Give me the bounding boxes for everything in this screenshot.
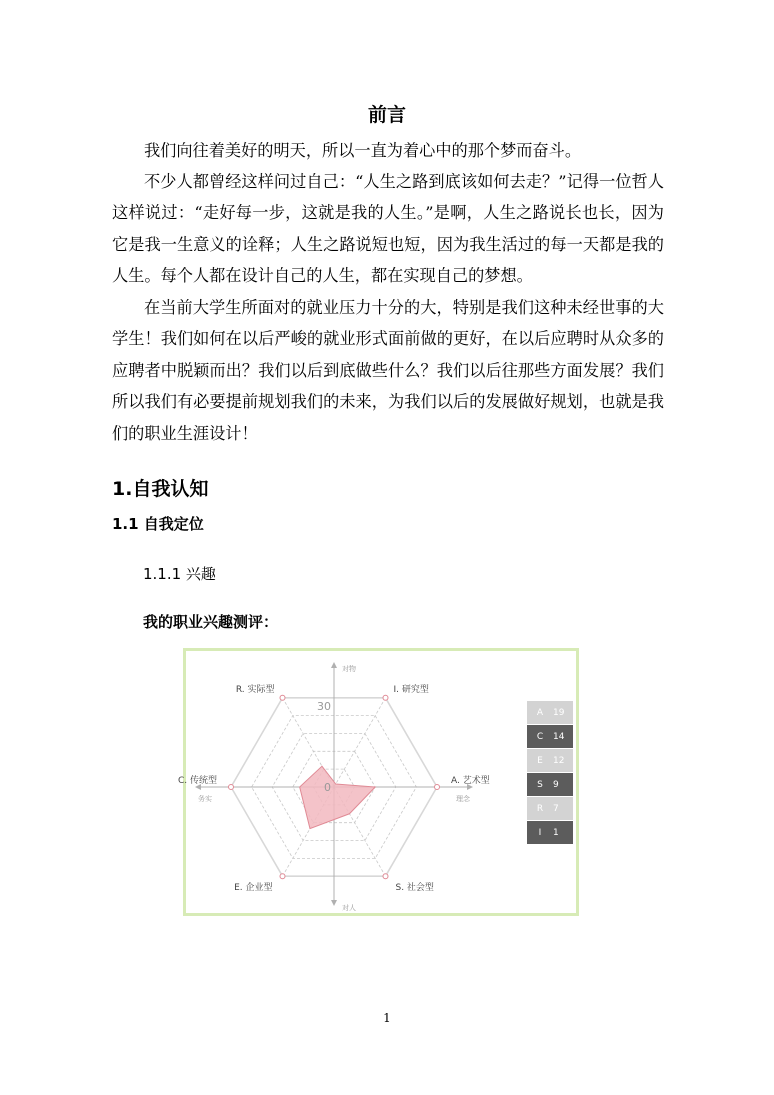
score-legend bbox=[527, 701, 573, 845]
figure-caption: 我的职业兴趣测评： bbox=[143, 613, 279, 631]
legend-row-c bbox=[527, 725, 573, 748]
radar-chart bbox=[177, 651, 576, 913]
interest-radar-figure bbox=[177, 648, 579, 916]
heading-interest: 1.1.1 兴趣 bbox=[143, 565, 216, 583]
legend-code: C bbox=[536, 731, 544, 742]
legend-value: 1 bbox=[553, 827, 559, 838]
paragraph-1: 我们向往着美好的明天，所以一直为着心中的那个梦而奋斗。 bbox=[144, 141, 582, 160]
heading-self-awareness: 1.自我认知 bbox=[112, 478, 209, 500]
vertex-dot-4 bbox=[229, 785, 234, 790]
data-area bbox=[300, 766, 376, 828]
legend-row-s bbox=[527, 773, 573, 796]
axis-label-0: I. 研究型 bbox=[393, 684, 429, 695]
legend-value: 19 bbox=[553, 707, 565, 718]
tick-label-0: 0 bbox=[324, 781, 331, 794]
legend-value: 7 bbox=[553, 803, 559, 814]
axis-label-4: C. 传统型 bbox=[177, 776, 217, 786]
axis-label-1: A. 艺术型 bbox=[451, 776, 490, 786]
paragraph-2: 不少人都曾经这样问过自己：“人生之路到底该如何去走？”记得一位哲人这样说过：“走好每一步，这就是我的人生。”是啊，人生之路说长也长，因为它是我一生意义的诠释；人生之路说短也短，因为我生活过的每一天都是我的人生。每个人都在设计自己的人生，都在实现自己的梦想。 bbox=[112, 172, 664, 286]
axis-annotation-bottom: 对人 bbox=[342, 904, 356, 912]
legend-value: 9 bbox=[553, 779, 559, 790]
legend-row-r bbox=[527, 797, 573, 820]
vertex-dot-0 bbox=[383, 695, 388, 700]
paragraph-3: 在当前大学生所面对的就业压力十分的大，特别是我们这种未经世事的大学生！我们如何在以后严峻的就业形式面前做的更好，在以后应聘时从众多的应聘者中脱颖而出？我们以后到底做些什么？我们以后往那些方面发展？我们所以我们有必要提前规划我们的未来，为我们以后的发展做好规划，也就是我们的职业生涯设计！ bbox=[112, 298, 664, 443]
page-title: 前言 bbox=[367, 104, 406, 126]
axis-label-2: S. 社会型 bbox=[395, 883, 434, 894]
vertex-dot-3 bbox=[280, 874, 285, 879]
legend-row-e bbox=[527, 749, 573, 772]
axis-label-3: E. 企业型 bbox=[234, 883, 273, 894]
page-number: 1 bbox=[383, 1011, 391, 1025]
axis-annotation-top: 对物 bbox=[342, 665, 356, 673]
legend-code: S bbox=[537, 779, 543, 790]
legend-code: R bbox=[536, 803, 544, 814]
axis-annotation-right: 理念 bbox=[456, 795, 470, 803]
legend-code: I bbox=[538, 827, 542, 838]
legend-row-a bbox=[527, 701, 573, 724]
spoke-0 bbox=[334, 698, 386, 787]
vertex-dot-1 bbox=[435, 785, 440, 790]
axis-label-5: R. 实际型 bbox=[235, 684, 275, 695]
axis-annotation-left: 务实 bbox=[198, 795, 212, 803]
heading-self-positioning: 1.1 自我定位 bbox=[112, 515, 204, 533]
legend-code: A bbox=[536, 707, 544, 718]
legend-value: 14 bbox=[553, 731, 565, 742]
legend-code: E bbox=[537, 755, 543, 766]
vertex-dot-2 bbox=[383, 874, 388, 879]
vertex-dot-5 bbox=[280, 695, 285, 700]
tick-label-30: 30 bbox=[317, 699, 331, 713]
legend-value: 12 bbox=[553, 755, 565, 766]
legend-row-i bbox=[527, 821, 573, 844]
